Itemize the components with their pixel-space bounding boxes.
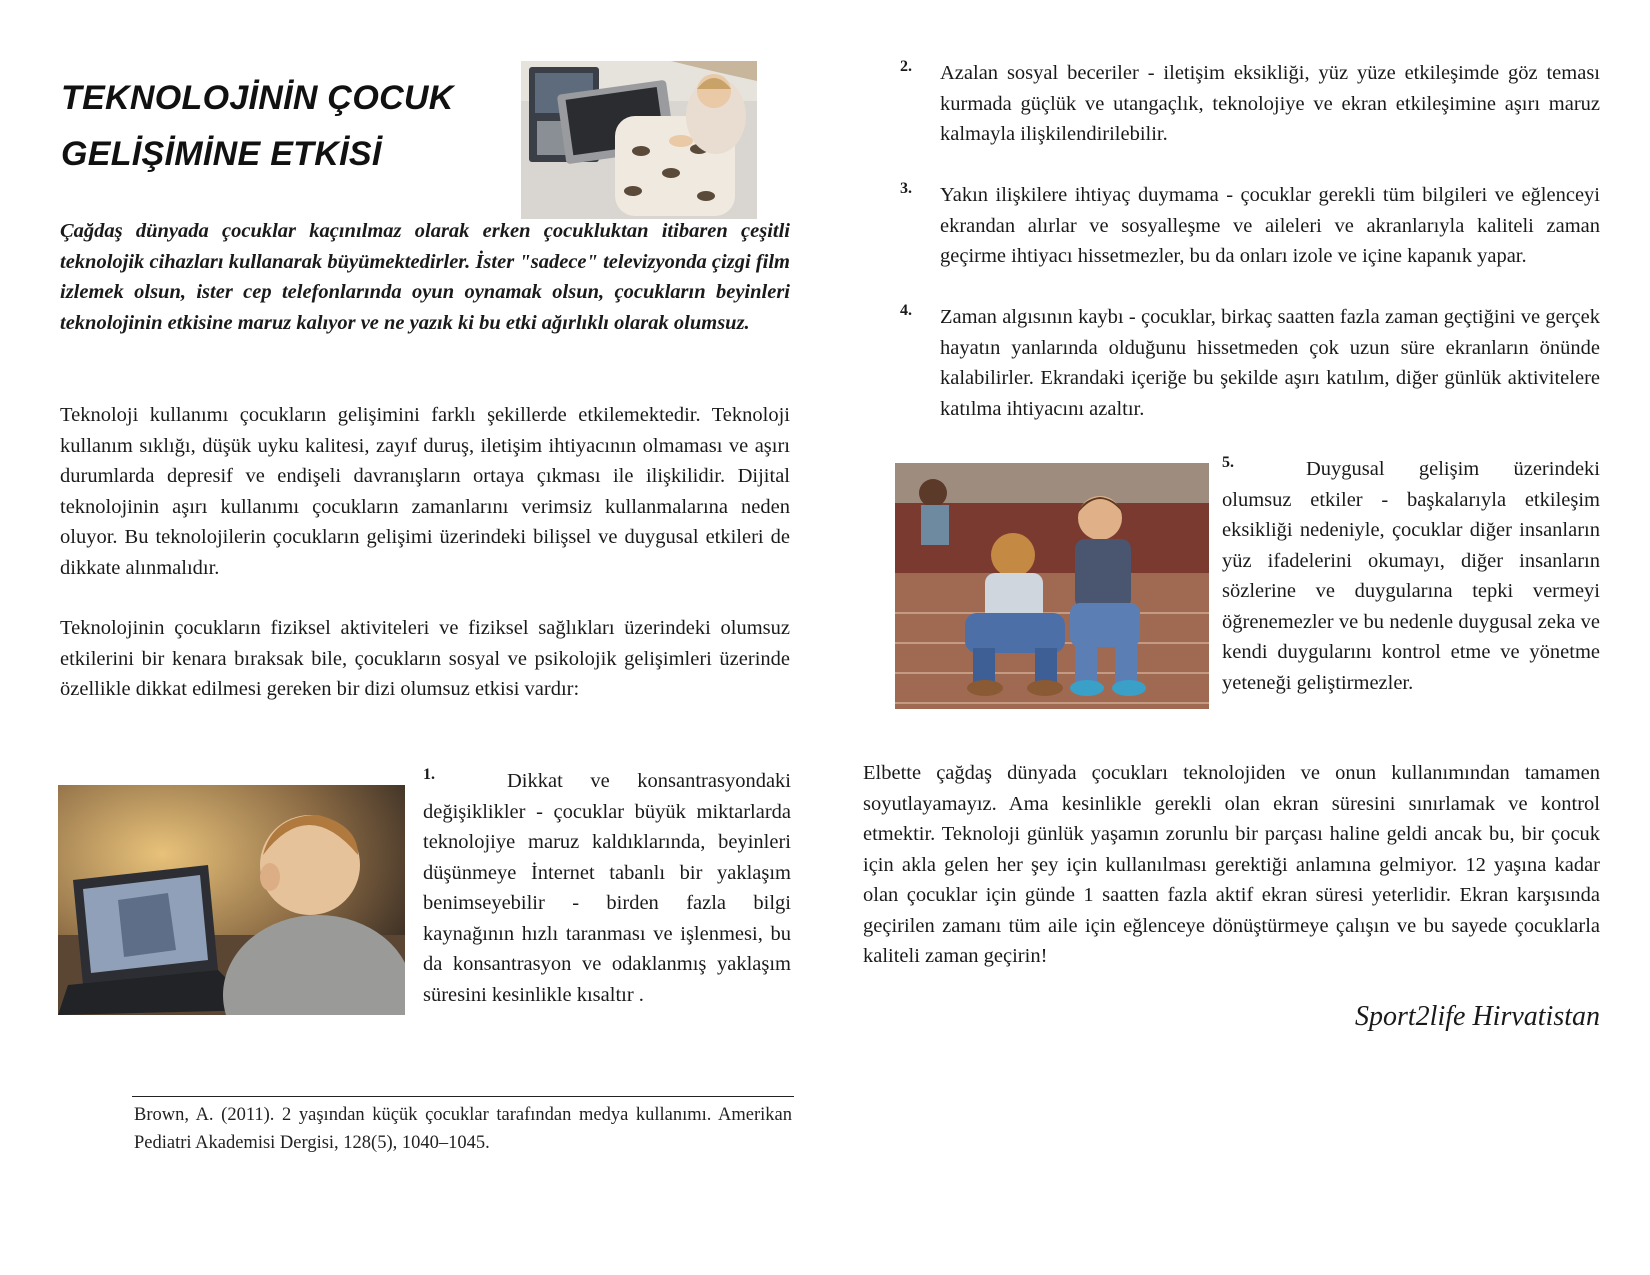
conclusion-paragraph: Elbette çağdaş dünyada çocukları teknolojiden ve onun kullanımından tamamen soyutlayamayız. Ama kesinlikle gerekli olan ekran süresini sınırlamak ve kontrol etmektir. Teknoloji günlük yaşamın zorunlu bir parçası haline geldi ancak bu, bir çocuk için akla gelen her şey için kullanılması gerektiği anlamına gelmiyor. 12 yaşına kadar olan çocuklar için günde 1 saatten fazla aktif ekran süresi yeterlidir. Ekran karşısında geçirilen zamanı tüm aile için eğlenceye dönüştürmeye çalışın ve bu sayede çocuklarla kaliteli zaman geçirin! bbox=[863, 762, 1600, 967]
effect-item-4 bbox=[900, 302, 1600, 424]
effect-text-2: Azalan sosyal beceriler - iletişim eksikliği, yüz yüze etkileşimde göz teması kurmada güçlük ve utangaçlık, teknolojiye ve ekran etkileşimine aşırı maruz kalmayla ilişkilendirilebilir. bbox=[940, 62, 1600, 145]
intro-paragraph: Çağdaş dünyada çocuklar kaçınılmaz olarak erken çocukluktan itibaren çeşitli teknolojik cihazları kullanarak büyümektedirler. İster "sadece" televizyonda çizgi film izlemek olsun, ister cep telefonlarında oyun oynamak olsun, çocukların beyinleri teknolojinin etkisine maruz kalıyor ve ne yazık ki bu etki ağırlıklı olarak olumsuz. bbox=[60, 220, 790, 334]
footnote-divider bbox=[132, 1096, 794, 1097]
effect-text-1: Dikkat ve konsantrasyondaki değişiklikler - çocuklar büyük miktarlarda teknolojiye maruz kaldıklarında, beyinleri düşünmeye İnternet tabanlı bir yaklaşım benimseyebilir - birden fazla bilgi kaynağının hızlı taranması ve işlenmesi, bu da konsantrasyon ve odaklanmış yaklaşım süresini kesinlikle kısaltır . bbox=[423, 770, 791, 1006]
reference-footnote: Brown, A. (2011). 2 yaşından küçük çocuklar tarafından medya kullanımı. Amerikan Pediatri Akademisi Dergisi, 128(5), 1040–1045. bbox=[134, 1105, 792, 1153]
title-line-2: GELİŞİMİNE ETKİSİ bbox=[61, 135, 382, 173]
effect-number-1: 1. bbox=[423, 766, 435, 783]
effect-item-1 bbox=[423, 766, 791, 1010]
effect-item-3 bbox=[900, 180, 1600, 272]
effect-number-5: 5. bbox=[1222, 454, 1234, 471]
page-title bbox=[61, 70, 501, 182]
signature: Sport2life Hirvatistan bbox=[1355, 1001, 1600, 1032]
body-paragraph-1: Teknoloji kullanımı çocukların gelişimini farklı şekillerde etkilemektedir. Teknoloji kullanım sıklığı, düşük uyku kalitesi, zayıf duruş, iletişim ihtiyacının olmaması ve aşırı durumlarda depresif ve endişeli davranışların ortaya çıkması ile ilişkilidir. Dijital teknolojinin aşırı kullanımı çocukların zamanlarını verimsiz kullanmalarına neden oluyor. Bu teknolojilerin çocukların gelişimi üzerindeki bilişsel ve duygusal etkileri de dikkate alınmalıdır. bbox=[60, 404, 790, 579]
effect-text-5: Duygusal gelişim üzerindeki olumsuz etkiler - başkalarıyla etkileşim eksikliği nedeniyle, çocuklar diğer insanların yüz ifadelerini okumayı, diğer insanların sözlerine ve duygularına tepki vermeyi öğrenemezler ve bu nedenle duygusal zeka ve kendi duygularını kontrol etme ve yönetme yeteneği geliştirmezler. bbox=[1222, 458, 1600, 694]
effect-number-4: 4. bbox=[900, 302, 912, 319]
photo-boy-at-laptop bbox=[58, 785, 405, 1015]
effect-text-3: Yakın ilişkilere ihtiyaç duymama - çocuklar gerekli tüm bilgileri ve eğlenceyi ekrandan alırlar ve sosyalleşme ve aileleri ve akranlarıyla kaliteli zaman geçirme ihtiyacı hissetmezler, bu da onları izole ve içine kapanık yapar. bbox=[940, 184, 1600, 267]
effect-number-3: 3. bbox=[900, 180, 912, 197]
body-paragraph-2: Teknolojinin çocukların fiziksel aktiviteleri ve fiziksel sağlıkları üzerindeki olumsuz etkilerini bir kenara bıraksak bile, çocukların sosyal ve psikolojik gelişimleri üzerinde özellikle dikkat edilmesi gereken bir dizi olumsuz etkisi vardır: bbox=[60, 617, 790, 700]
effect-item-5 bbox=[1222, 454, 1600, 698]
photo-child-laptop-pillow bbox=[521, 61, 757, 219]
effect-text-4: Zaman algısının kaybı - çocuklar, birkaç saatten fazla zaman geçtiğini ve gerçek hayatın yanlarında olduğunu hissetmeden çok uzun süre ekranların önünde kalabilirler. Ekrandaki içeriğe bu şekilde aşırı katılım, diğer günlük aktivitelere katılma ihtiyacını azaltır. bbox=[940, 306, 1600, 420]
effect-item-2 bbox=[900, 58, 1600, 150]
photo-boys-with-phones bbox=[895, 463, 1209, 709]
effect-number-2: 2. bbox=[900, 58, 912, 75]
title-line-1: TEKNOLOJİNİN ÇOCUK bbox=[61, 79, 454, 117]
